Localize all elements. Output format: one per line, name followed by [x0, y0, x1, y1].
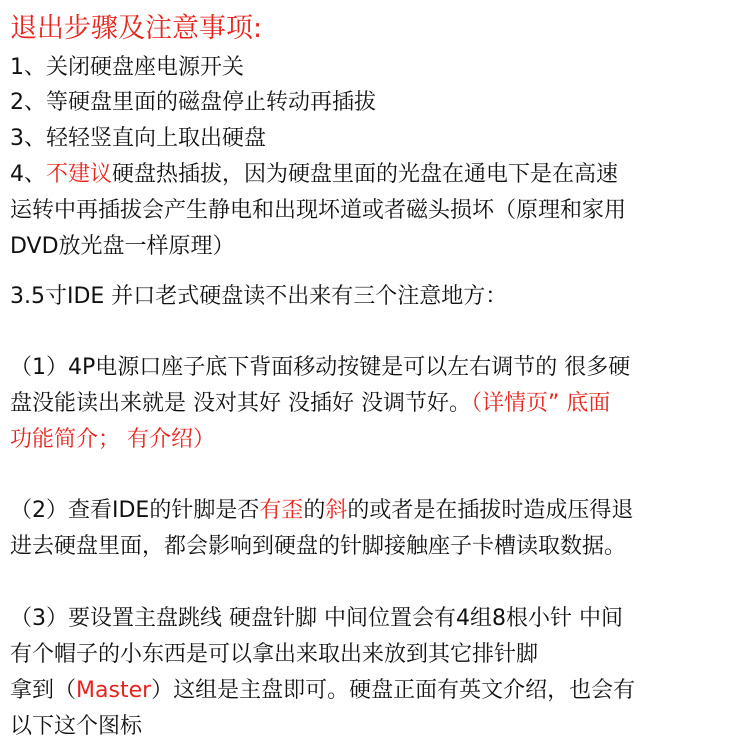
step-4-number: 4、	[10, 162, 46, 187]
note-3-line-2: 有个帽子的小东西是可以拿出来取出来放到其它排针脚	[10, 642, 539, 667]
note-3-text-a: 拿到（	[10, 678, 77, 703]
step-4-warning: 不建议	[46, 162, 113, 187]
note-2-highlight-slanted: 斜	[325, 498, 348, 523]
page-title: 退出步骤及注意事项:	[10, 13, 263, 44]
ide-intro: 3.5寸IDE 并口老式硬盘读不出来有三个注意地方：	[10, 284, 508, 309]
step-2: 2、等硬盘里面的磁盘停止转动再插拔	[10, 90, 376, 115]
step-1: 1、关闭硬盘座电源开关	[10, 55, 244, 80]
note-3-master: Master	[76, 678, 152, 703]
step-4-line-3: DVD放光盘一样原理）	[10, 234, 235, 259]
step-4-line-2: 运转中再插拔会产生静电和出现坏道或者磁头损坏（原理和家用	[10, 198, 627, 223]
note-2-text-c: 的或者是在插拔时造成压得退	[347, 498, 634, 523]
note-2-line-2: 进去硬盘里面，都会影响到硬盘的针脚接触座子卡槽读取数据。	[10, 534, 627, 559]
note-1-line-1: （1）4P电源口座子底下背面移动按键是可以左右调节的 很多硬	[10, 355, 631, 380]
note-1-line-2	[10, 389, 740, 419]
note-2-highlight-bent: 有歪	[259, 498, 304, 523]
step-4-text: 硬盘热插拔，因为硬盘里面的光盘在通电下是在高速	[112, 162, 619, 187]
note-1-reference: （详情页” 底面	[470, 391, 611, 416]
note-1-line-3: 功能简介； 有介绍）	[10, 427, 215, 452]
step-3: 3、轻轻竖直向上取出硬盘	[10, 126, 266, 151]
note-2-line-1	[10, 496, 740, 526]
step-4-line-1	[10, 160, 740, 190]
note-3-line-1: （3）要设置主盘跳线 硬盘针脚 中间位置会有4组8根小针 中间	[10, 606, 623, 631]
note-3-line-4: 以下这个图标	[10, 714, 143, 739]
note-2-text-b: 的	[303, 498, 326, 523]
note-1-text: 盘没能读出来就是 没对其好 没插好 没调节好。	[10, 391, 471, 416]
note-3-text-b: ）这组是主盘即可。硬盘正面有英文介绍，也会有	[151, 678, 636, 703]
note-3-line-3	[10, 676, 740, 706]
note-2-text-a: （2）查看IDE的针脚是否	[10, 498, 260, 523]
